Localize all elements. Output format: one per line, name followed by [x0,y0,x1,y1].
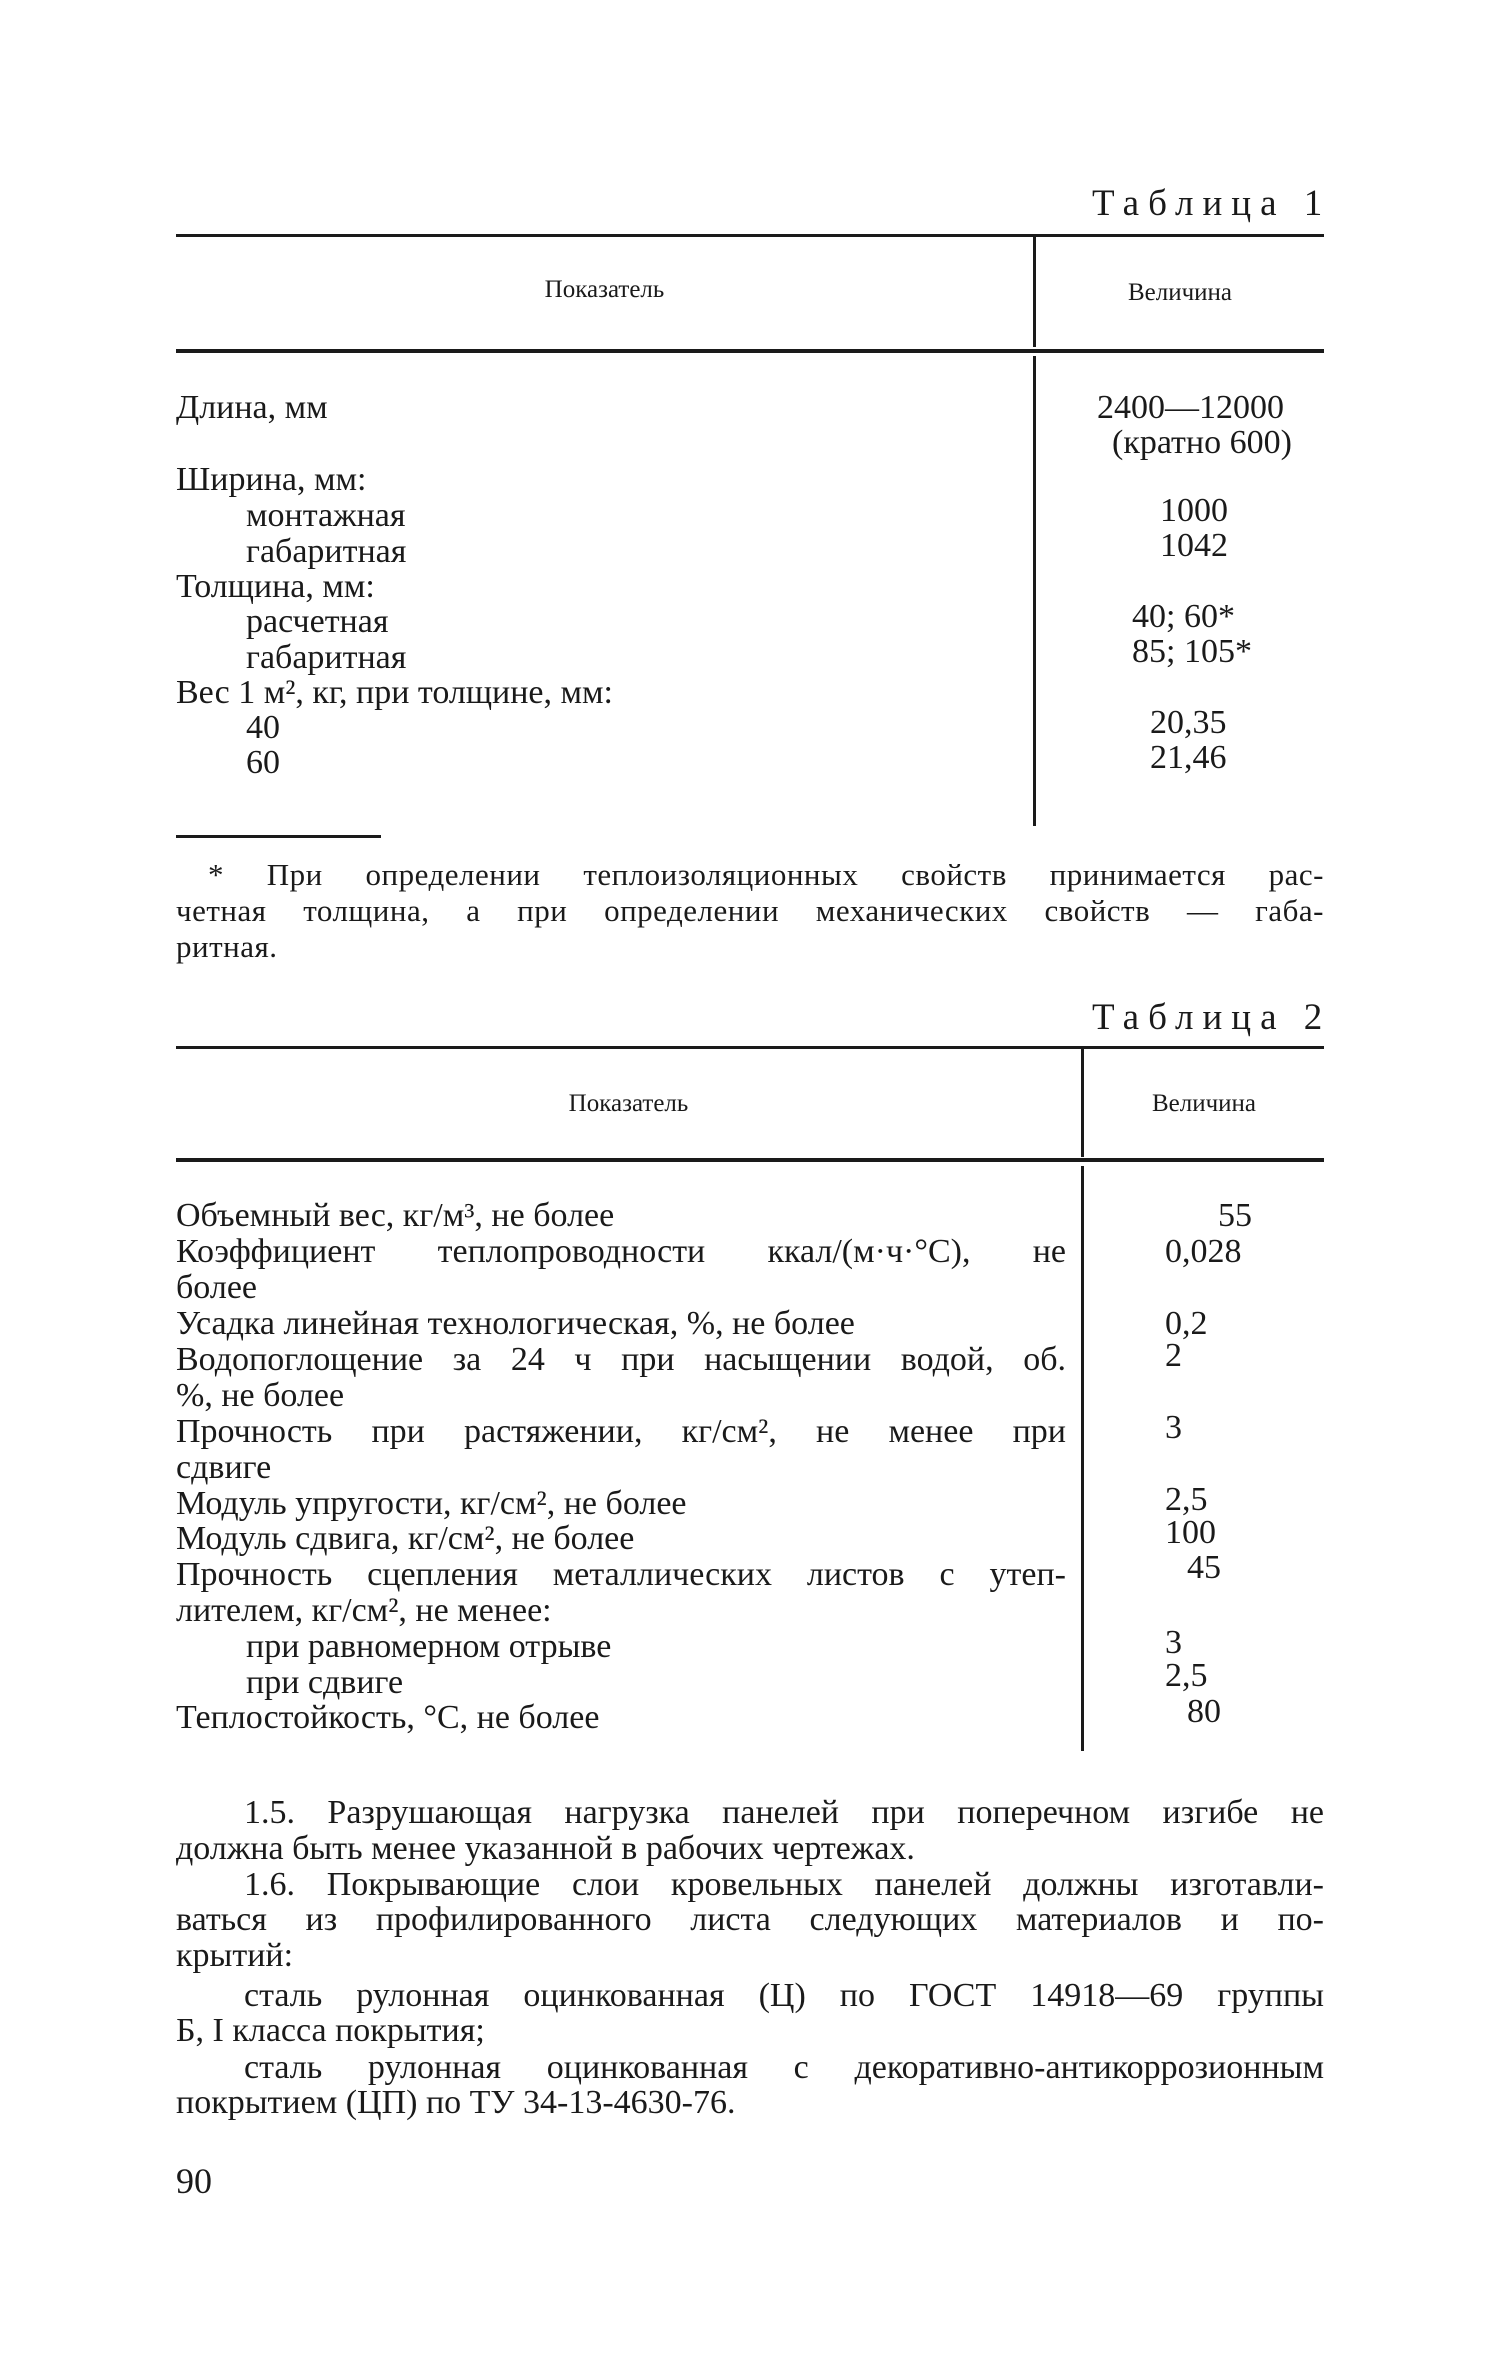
table1-row-label: 40 [246,709,280,746]
table2-row-value: 55 [1218,1197,1252,1234]
table1-row-label: расчетная [246,603,389,640]
table1-row-label: Длина, мм [176,389,328,426]
table2-row-value: 2,5 [1165,1657,1208,1694]
footnote-rule [176,835,381,838]
table2-row-value: 80 [1187,1693,1221,1730]
table1-row-label: Вес 1 м², кг, при толщине, мм: [176,674,614,711]
paragraph-1-6: 1.6. Покрывающие слои кровельных панелей должны изготавли- [244,1866,1324,1903]
table1-header-param: Показатель [544,276,665,303]
page-number: 90 [176,2161,212,2201]
list-item-steel-coated: сталь рулонная оцинкованная с декоративно-антикоррозионным [244,2049,1324,2086]
table2-row-value: 2 [1165,1337,1182,1374]
paragraph-1-5: 1.5. Разрушающая нагрузка панелей при поперечном изгибе не [244,1794,1324,1831]
table2-row-label: Теплостойкость, °С, не более [176,1699,600,1736]
table1-header-value: Величина [1127,279,1233,306]
table1-row-value: 1042 [1160,527,1228,564]
table1-row-label: габаритная [246,533,407,570]
table2-header-value: Величина [1151,1090,1257,1117]
table2-row-label: сдвиге [176,1449,272,1486]
table2-row-value: 3 [1165,1624,1182,1661]
table2-row-value: 2,5 [1165,1481,1208,1518]
table1-row-label: Толщина, мм: [176,568,375,605]
table2-row-label: Модуль упругости, кг/см², не более [176,1485,687,1522]
table2-row-label: Усадка линейная технологическая, %, не более [176,1305,855,1342]
footnote-line: четная толщина, а при определении механических свойств — габа- [176,893,1324,928]
table2-row-label: более [176,1269,257,1306]
table2-row-value: 0,028 [1165,1233,1242,1270]
table2-row-label: при равномерном отрыве [246,1628,612,1665]
table2-header-rule [176,1158,1324,1162]
table1-row-value: 20,35 [1150,704,1227,741]
table2-row-value: 100 [1165,1514,1216,1551]
table1-row-value: 1000 [1160,492,1228,529]
list-item-steel-zinc-cont: Б, I класса покрытия; [176,2012,485,2049]
table2-row-label: Модуль сдвига, кг/см², не более [176,1520,635,1557]
table2-row-value: 0,2 [1165,1305,1208,1342]
table2-row-label: Прочность при растяжении, кг/см², не менее при [176,1413,1066,1450]
table1-body-divider [1033,356,1036,826]
paragraph-1-5-cont: должна быть менее указанной в рабочих чертежах. [176,1830,915,1867]
table1-row-value: (кратно 600) [1112,424,1292,461]
table1-row-value: 2400—12000 [1097,389,1284,426]
table2-header-param: Показатель [568,1090,689,1117]
list-item-steel-coated-cont: покрытием (ЦП) по ТУ 34-13-4630-76. [176,2084,736,2121]
table1-row-value: 21,46 [1150,739,1227,776]
table2-caption: Таблица 2 [1092,997,1332,1038]
paragraph-1-6-cont: ваться из профилированного листа следующих материалов и по- [176,1901,1324,1938]
footnote-line: ритная. [176,929,278,964]
table1-caption: Таблица 1 [1092,183,1332,224]
table2-row-label: при сдвиге [246,1664,404,1701]
table2-row-label: Водопоглощение за 24 ч при насыщении водой, об. [176,1341,1066,1378]
table2-row-label: Прочность сцепления металлических листов с утеп- [176,1556,1066,1593]
paragraph-1-6-cont: крытий: [176,1937,294,1974]
table2-row-label: %, не более [176,1377,345,1414]
list-item-steel-zinc: сталь рулонная оцинкованная (Ц) по ГОСТ 14918—69 группы [244,1977,1324,2014]
table2-row-value: 3 [1165,1409,1182,1446]
table2-row-label: Коэффициент теплопроводности ккал/(м·ч·°С), не [176,1233,1066,1270]
table1-header-rule [176,349,1324,353]
table1-row-label: монтажная [246,497,406,534]
table2-row-value: 45 [1187,1549,1221,1586]
table1-row-value: 40; 60* [1132,598,1235,635]
footnote-line: * При определении теплоизоляционных свойств принимается рас- [208,857,1324,892]
table2-row-label: Объемный вес, кг/м³, не более [176,1197,615,1234]
table2-body-divider [1081,1166,1084,1751]
table1-top-rule [176,234,1324,237]
table2-top-rule [176,1046,1324,1049]
table1-row-label: габаритная [246,639,407,676]
table2-row-label: лителем, кг/см², не менее: [176,1592,552,1629]
table1-row-label: Ширина, мм: [176,461,367,498]
table1-row-label: 60 [246,744,280,781]
table1-row-value: 85; 105* [1132,633,1252,670]
